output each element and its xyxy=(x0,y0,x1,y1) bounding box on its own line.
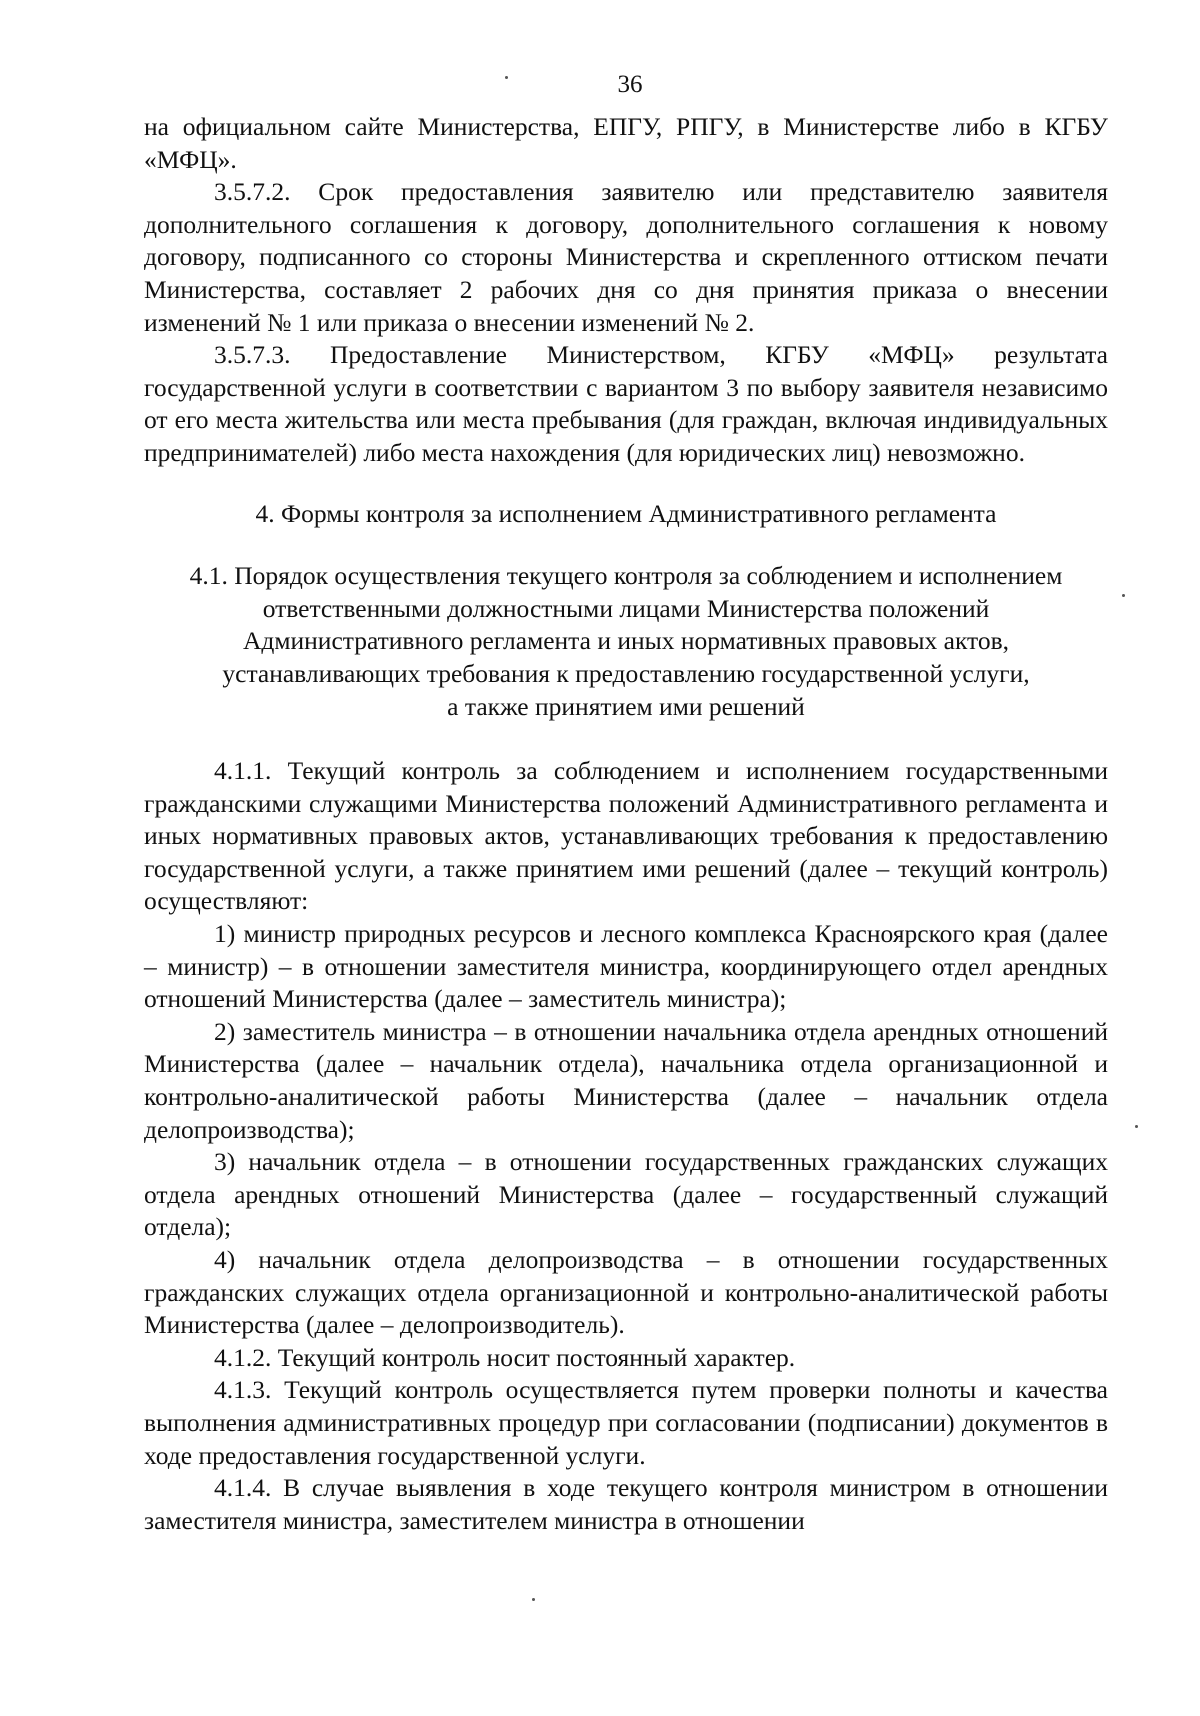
list-item-3: 3) начальник отдела – в отношении государственных гражданских служащих отдела арендных отношений Министерства (далее – государственный служащий отдела); xyxy=(144,1147,1108,1242)
paragraph-continuation: на официальном сайте Министерства, ЕПГУ, РПГУ, в Министерстве либо в КГБУ «МФЦ». xyxy=(144,112,1108,174)
subsection-heading-line: ответственными должностными лицами Министерства положений xyxy=(262,593,990,623)
paragraph-3-5-7-2: 3.5.7.2. Срок предоставления заявителю или представителю заявителя дополнительного соглашения к договору, дополнительного соглашения к новому договору, подписанного со стороны Министерства и скрепленного оттиском печати Министерства, составляет 2 рабочих дня со дня принятия приказа о внесении изменений № 1 или приказа о внесении изменений № 2. xyxy=(144,177,1108,337)
paragraph-4-1-3: 4.1.3. Текущий контроль осуществляется путем проверки полноты и качества выполнения административных процедур при согласовании (подписании) документов в ходе предоставления государственной услуги. xyxy=(144,1375,1108,1470)
paragraph-4-1-2: 4.1.2. Текущий контроль носит постоянный характер. xyxy=(214,1342,796,1372)
spacer xyxy=(144,723,1108,755)
subsection-heading-line: а также принятием ими решений xyxy=(447,691,805,721)
spacer xyxy=(144,470,1108,498)
list-item-4: 4) начальник отдела делопроизводства – в отношении государственных гражданских служащих отдела организационной и контрольно-аналитической работы Министерства (далее – делопроизводитель). xyxy=(144,1245,1108,1340)
subsection-heading-line: 4.1. Порядок осуществления текущего контроля за соблюдением и исполнением xyxy=(189,561,1063,591)
spacer xyxy=(144,530,1108,560)
document-body xyxy=(144,111,1108,1537)
list-item-1: 1) министр природных ресурсов и лесного комплекса Красноярского края (далее – министр) – в отношении заместителя министра, координирующего отдел арендных отношений Министерства (далее – заместитель министра); xyxy=(144,919,1108,1014)
page-number: 36 xyxy=(617,71,643,98)
scan-speck xyxy=(505,76,508,79)
scan-speck xyxy=(1122,594,1125,597)
subsection-heading-line: устанавливающих требования к предоставлению государственной услуги, xyxy=(222,658,1030,688)
paragraph-4-1-1: 4.1.1. Текущий контроль за соблюдением и исполнением государственными гражданскими служащими Министерства положений Административного регламента и иных нормативных правовых актов, устанавливающих требования к предоставлению государственной услуги, а также принятием ими решений (далее – текущий контроль) осуществляют: xyxy=(144,756,1108,916)
subsection-heading-line: Административного регламента и иных нормативных правовых актов, xyxy=(242,626,1009,656)
subsection-heading xyxy=(144,560,1108,723)
section-heading: 4. Формы контроля за исполнением Административного регламента xyxy=(255,498,997,528)
paragraph-4-1-4: 4.1.4. В случае выявления в ходе текущего контроля министром в отношении заместителя министра, заместителем министра в отношении xyxy=(144,1473,1108,1535)
list-item-2: 2) заместитель министра – в отношении начальника отдела арендных отношений Министерства (далее – начальник отдела), начальника отдела организационной и контрольно-аналитической работы Министерства (далее – начальник отдела делопроизводства); xyxy=(144,1016,1108,1144)
scan-speck xyxy=(1135,1125,1138,1128)
scan-speck xyxy=(532,1598,535,1601)
paragraph-3-5-7-3: 3.5.7.3. Предоставление Министерством, КГБУ «МФЦ» результата государственной услуги в соответствии с вариантом 3 по выбору заявителя независимо от его места жительства или места пребывания (для граждан, включая индивидуальных предпринимателей) либо места нахождения (для юридических лиц) невозможно. xyxy=(144,340,1108,467)
